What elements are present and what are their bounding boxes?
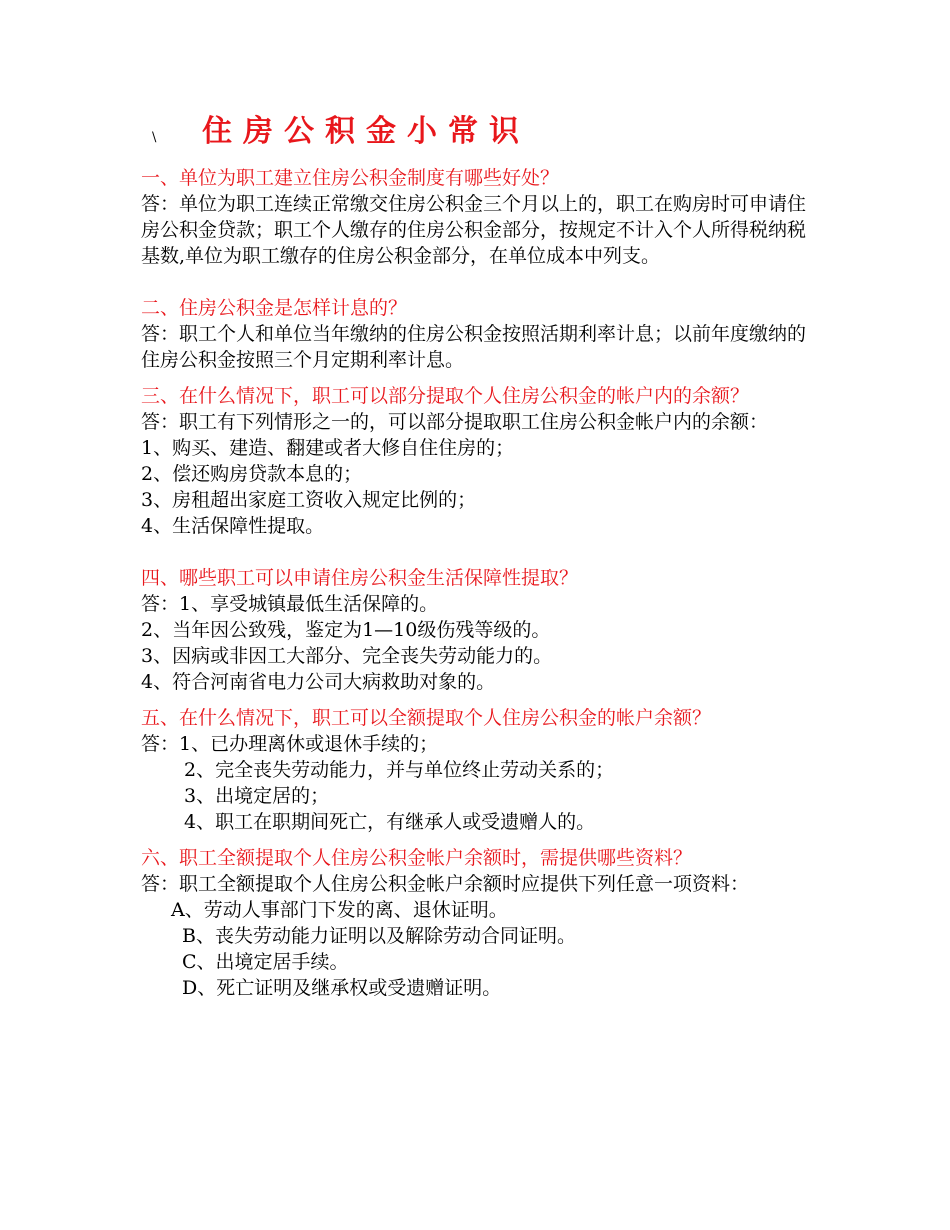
faq-section-4 [141, 565, 811, 695]
faq-section-1 [141, 165, 811, 269]
faq-section-2 [141, 295, 811, 373]
list-item: 2、当年因公致残，鉴定为1—10级伤残等级的。 [141, 619, 551, 641]
answer-4: 答：1、享受城镇最低生活保障的。 [141, 593, 439, 615]
list-item: 4、职工在职期间死亡，有继承人或受遗赠人的。 [184, 811, 596, 833]
list-item: 2、完全丧失劳动能力，并与单位终止劳动关系的； [184, 759, 615, 781]
question-5: 五、在什么情况下，职工可以全额提取个人住房公积金的帐户余额？ [141, 707, 712, 729]
list-item: 3、出境定居的； [184, 785, 330, 807]
question-2: 二、住房公积金是怎样计息的？ [141, 297, 408, 319]
answer-3: 答：职工有下列情形之一的，可以部分提取职工住房公积金帐户内的余额： [141, 411, 769, 433]
list-item: D、死亡证明及继承权或受遗赠证明。 [182, 977, 502, 999]
answer-6: 答：职工全额提取个人住房公积金帐户余额时应提供下列任意一项资料： [141, 873, 750, 895]
answer-5: 答：1、已办理离休或退休手续的； [141, 733, 439, 755]
faq-section-5 [141, 705, 811, 835]
list-item: 4、生活保障性提取。 [141, 515, 325, 537]
list-item: B、丧失劳动能力证明以及解除劳动合同证明。 [182, 925, 576, 947]
list-item: 2、偿还购房贷款本息的； [141, 463, 363, 485]
answer-2: 答：职工个人和单位当年缴纳的住房公积金按照活期利率计息；以前年度缴纳的住房公积金按照三个月定期利率计息。 [141, 323, 807, 371]
faq-section-3 [141, 383, 811, 539]
list-item: C、出境定居手续。 [182, 951, 349, 973]
question-3: 三、在什么情况下，职工可以部分提取个人住房公积金的帐户内的余额？ [141, 385, 750, 407]
question-6: 六、职工全额提取个人住房公积金帐户余额时，需提供哪些资料？ [141, 847, 693, 869]
stray-backslash: \ [152, 130, 157, 145]
list-item: A、劳动人事部门下发的离、退休证明。 [171, 899, 508, 921]
question-4: 四、哪些职工可以申请住房公积金生活保障性提取？ [141, 567, 579, 589]
list-item: 4、符合河南省电力公司大病救助对象的。 [141, 671, 496, 693]
list-item: 1、购买、建造、翻建或者大修自住住房的； [141, 437, 515, 459]
question-1: 一、单位为职工建立住房公积金制度有哪些好处？ [141, 167, 560, 189]
list-item: 3、房租超出家庭工资收入规定比例的； [141, 489, 477, 511]
faq-body [141, 165, 811, 1001]
page-title: 住房公积金小常识 [202, 114, 530, 149]
answer-1: 答：单位为职工连续正常缴交住房公积金三个月以上的，职工在购房时可申请住房公积金贷款；职工个人缴存的住房公积金部分，按规定不计入个人所得税纳税基数,单位为职工缴存的住房公积金部分，在单位成本中列支。 [141, 193, 807, 267]
faq-section-6 [141, 845, 811, 1001]
list-item: 3、因病或非因工大部分、完全丧失劳动能力的。 [141, 645, 553, 667]
